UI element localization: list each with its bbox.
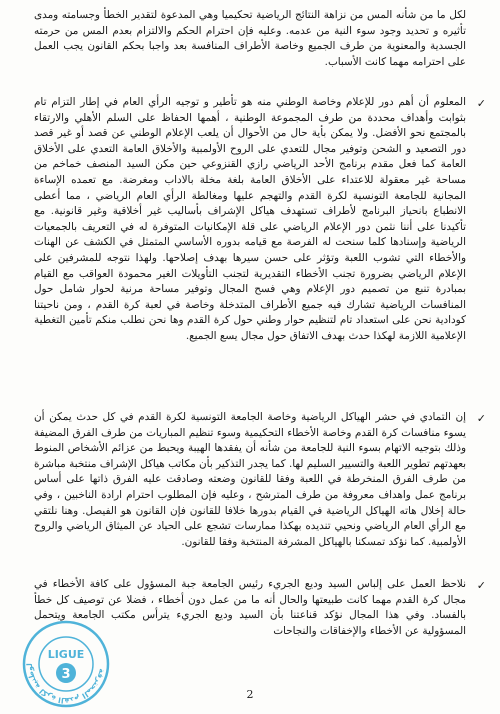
checkmark-icon: ✓ [476,579,486,592]
page-number: 2 [246,688,254,701]
svg-text:الرابطة الوطنية لكرة القدم الم: لوطنية لكرة القدم المحترفة [24,663,107,706]
svg-text:3: 3 [61,667,71,682]
svg-text:LIGUE: LIGUE [47,648,85,661]
paragraph-text: إن التمادي في حشر الهياكل الرياضية وخاصة الجامعة التونسية لكرة القدم في كل حدث يمكن أن يسوء منافسات كرة القدم وخاصة الأخطاء التحكيمية وسوء تنظيم المباريات من طرف الفرق المضيفة وذلك بتوجيه الاتهام بسوء النية للجامعة من شأنه أن يفقدها الهيبة ويحبط من عزائم الأشخاص المنوط بعهدتهم تطوير اللعبة والتسيير السليم لها. كما يجدر التذكير بأن مكاتب هياكل الإشراف منتخبة مباشرة من طرف الفرق المنخرطة في اللعبة وفقا للقانون وضعته وصادقت عليه الفرق ذاتها على أساس برنامج عمل واهداف معروفة من طرف المترشح ، وعليه فإن المطلوب احترام ارادة الناخبين ، وفي حالة إخلال هاته الهياكل الرياضية في القيام بدورها خلافا للقانون فإن القانون هو الفيصل. وهنا نلتقي مع الرأي العام الرياضي ونحيي تنديده بهكذا ممارسات تشجع على الحياد عن الميثاق الرياضي والروح الأولمبية. كما نؤكد تمسكنا بالهياكل المشرفة المنتخبة وفقا للقانون. [34,411,466,548]
paragraph-text: لكل ما من شأنه المس من نزاهة النتائج الرياضية تحكيميا وهي المدعوة لتقدير الخطأ وجسامته ومدى تأثيره و تحديد وجود سوء النية من عدمه. وعليه فإن احترام الحكم والالتزام بعدم المس من حرمته الجسدية والمعنوية من طرف الجميع وخاصة الأطراف المنافسة بعد واجبا بحكم القانون يجب العمل على احترامه مهما كانت الأسباب. [34,9,466,68]
checkmark-icon: ✓ [476,97,486,110]
paragraph-1 [34,8,484,70]
paragraph-text: نلاحظ العمل على إلباس السيد وديع الجريء رئيس الجامعة جبة المسؤول على كافة الأخطاء في مجال كرة القدم مهما كانت طبيعتها والحال أنه ما من عمل دون أخطاء ، فضلا عن توصيف كل خطأ بالفساد. وفي هذا المجال نؤكد قناعتنا بأن السيد وديع الجريء يترأس مكتب الجامعة ويتحمل المسؤولية عن الأخطاء والإخفاقات والنجاحات [34,578,466,637]
checkmark-icon: ✓ [476,412,486,425]
paragraph-3 [34,410,484,550]
paragraph-text: المعلوم أن أهم دور للإعلام وخاصة الوطني منه هو تأطير و توجيه الرأي العام في إطار التزام تام بثوابت وأهداف محددة من طرف المجموعة الوطنية ، أهمها الحفاظ على السلم الأهلي والارتقاء بالمجتمع نحو الأفضل. ولا يمكن بأية حال من الأحوال أن يلعب الإعلام الوطني عن قصد أو غير قصد دور التصعيد و الشحن وتوفير مجال للتعدي على الروح الأولمبية والأخلاق العامة التعدي على الأخلاق العامة كما فعل مقدم برنامج الأحد الرياضي رازي القنزوعي حين مكن السيد المنصف خماخم من مساحة غير معقولة للاعتداء على الأخلاق العامة بلغة مخلة بالاداب ومغرضة. مع تعمده الإساءة المجانية للجامعة التونسية لكرة القدم والتهجم عليها ومغالطة الرأي العام الرياضي ، مما أعطى الانطباع بانحياز البرنامج لأطراف تستهدف هياكل الإشراف بأساليب غير أخلاقية وغير قانونية. مع تأكيدنا على أننا نثمن دور الإعلام الرياضي على قلة الإمكانيات المتوفرة له في التعريف بالجمعيات الرياضية وإسنادها كلما سنحت له الفرصة مع قيامه بدوره الأساسي المتمثل في الكشف عن الهنات والأخطاء التي تشوب اللعبة وتؤثر على حسن سيرها بهدف إصلاحها. ولهذا نتوجه للمشرفين على الإعلام الرياضي بضرورة تجنب الأخطاء التقديرية لتجنب التأويلات الغير محمودة العواقب مع القيام بمبادرة تنبع من تصميم دور الإعلام وهي فسح المجال وتوفير مساحة مرنية لحوار شامل حول المنافسات الرياضية تشارك فيه جميع الأطراف المتدخلة وخاصة في لعبة كرة القدم ، ومن ناحيتنا كودادية نحن على استعداد تام لتنظيم حوار وطني حول كرة القدم وها نحن نطلب منكم تأمين التغطية الإعلامية اللازمة لهكذا حدث بهدف الاتفاق حول مجال يسع الجميع. [34,96,466,342]
paragraph-2 [34,95,484,345]
